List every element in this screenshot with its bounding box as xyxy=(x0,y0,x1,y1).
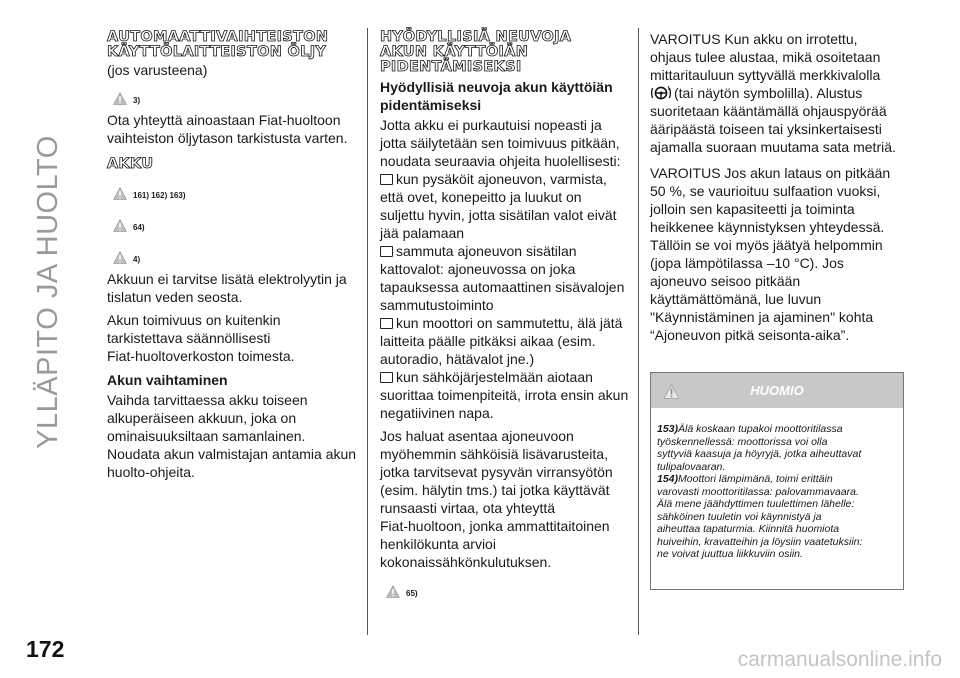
notice-header xyxy=(651,373,903,408)
notice-body: 153)Älä koskaan tupakoi moottoritilassa työskennellessä: moottorissa voi olla syttyviä kaasuja ja höyryjä, jotka aiheuttavat tulipalovaaran. 154)Moottori lämpimänä, toimi erittäin varovasti moottoritilassa: palovammavaara. Älä mene jäähdyttimen tuulettimen lähelle: sähköinen tuuletin voi käynnistyä ja aiheuttaa tapaturmia. Kiinnitä huomiota huiveihin, kravatteihin ja löysiin vaatetuksiin: ne voivat juuttua liikkuviin osiin. xyxy=(657,423,863,560)
section-title-vertical: YLLÄPITO JA HUOLTO xyxy=(32,135,64,449)
bullet-item: sammuta ajoneuvon sisätilan kattovalot: ajoneuvossa on joka tapauksessa automaattinen sisävalojen sammutustoiminto xyxy=(380,243,625,313)
warning-triangle-icon xyxy=(113,92,127,105)
warning-triangle-icon xyxy=(113,219,127,232)
bullet-item: kun pysäköit ajoneuvon, varmista, että ovet, konepeitto ja luukut on suljettu hyvin, jotta sisätilan valot eivät jää palamaan xyxy=(380,171,617,241)
steering-wheel-warning-icon xyxy=(650,85,672,101)
heading-transmission-oil: AUTOMAATTIVAIHTEISTON KÄYTTÖLAITTEISTON ÖLJY xyxy=(107,29,329,60)
warning-ref: 64) xyxy=(113,206,357,232)
checkbox-bullet-icon xyxy=(380,246,393,257)
warning-ref: 65) xyxy=(386,576,630,598)
warning-ref: 161) 162) 163) xyxy=(113,174,357,200)
warning-triangle-icon xyxy=(386,585,400,598)
paragraph: Ota yhteyttä ainoastaan Fiat-huoltoon vaihteiston öljytason tarkistusta varten. xyxy=(107,112,348,146)
warning-triangle-icon xyxy=(113,251,127,264)
subheading-tips: Hyödyllisiä neuvoja akun käyttöiän pidentämiseksi xyxy=(380,79,613,113)
paragraph: Akkuun ei tarvitse lisätä elektrolyytin ja tislatun veden seosta. xyxy=(107,271,347,305)
paragraph: Jotta akku ei purkautuisi nopeasti ja jotta säilytetään sen toimivuus pitkään, noudata seuraavia ohjeita huolellisesti: xyxy=(380,117,621,169)
column-divider xyxy=(638,28,639,635)
bullet-item: kun moottori on sammutettu, älä jätä laitteita päälle pitkäksi aikaa (esim. autoradio, hätävalot jne.) xyxy=(380,315,623,367)
column-3 xyxy=(650,30,905,349)
heading-battery-tips: HYÖDYLLISIÄ NEUVOJA AKUN KÄYTTÖIÄN PIDENTÄMISEKSI xyxy=(380,29,572,75)
svg-text:!: ! xyxy=(667,86,670,93)
paragraph: Jos haluat asentaa ajoneuvoon myöhemmin sähköisiä lisävarusteita, jotka tarvitsevat pysyvän virransyötön (esim. hälytin tms.) tai jotka käyttävät runsaasti virtaa, ota yhteyttä Fiat-huoltoon, jonka ammattitaitoinen henkilökunta arvioi kokonaissähkönkulutuksen. xyxy=(380,428,613,570)
warning-ref: 4) xyxy=(113,238,357,264)
subtitle: (jos varusteena) xyxy=(107,62,208,78)
warning-triangle-icon xyxy=(113,187,127,200)
notice-title: HUOMIO xyxy=(750,383,804,398)
checkbox-bullet-icon xyxy=(380,318,393,329)
column-1 xyxy=(107,30,357,486)
page-number: 172 xyxy=(26,636,65,662)
paragraph: Akun toimivuus on kuitenkin tarkistettava säännöllisesti Fiat-huoltoverkoston toimesta. xyxy=(107,312,295,364)
paragraph: Vaihda tarvittaessa akku toiseen alkuperäiseen akkuun, joka on ominaisuuksiltaan samanlainen. Noudata akun valmistajan antamia akun huolto-ohjeita. xyxy=(107,392,357,480)
subheading-battery-replacement: Akun vaihtaminen xyxy=(107,372,228,388)
column-divider xyxy=(367,28,368,635)
column-2 xyxy=(380,30,630,604)
warning-paragraph: VAROITUS Jos akun lataus on pitkään 50 %, se vaurioituu sulfaation vuoksi, jolloin sen kapasiteetti ja toiminta heikkenee käynnistyksen yhteydessä. Tällöin se voi myös jäätyä helpommin (jopa lämpötilassa –10 °C). Jos ajoneuvo seisoo pitkään käyttämättömänä, lue luvun "Käynnistäminen ja ajaminen" kohta “Ajoneuvon pitkä seisonta-aika”. xyxy=(650,165,891,343)
heading-battery: AKKU xyxy=(107,156,154,172)
checkbox-bullet-icon xyxy=(380,174,393,185)
watermark: carmanualsonline.info xyxy=(737,648,942,671)
notice-box xyxy=(650,372,904,590)
checkbox-bullet-icon xyxy=(380,372,393,383)
bullet-item: kun sähköjärjestelmään aiotaan suorittaa toimenpiteitä, irrota ensin akun negatiivinen napa. xyxy=(380,369,629,421)
warning-ref: 3) xyxy=(113,81,357,105)
warning-paragraph: VAROITUS Kun akku on irrotettu, ohjaus tulee alustaa, mikä osoitetaan mittaritauluun syttyvällä merkkivalolla ! (tai näytön symbolilla). Alustus suoritetaan kääntämällä ohjauspyörää ääripäästä toiseen tai yksinkertaisesti ajamalla suoraan muutama sata metriä. xyxy=(650,31,896,155)
